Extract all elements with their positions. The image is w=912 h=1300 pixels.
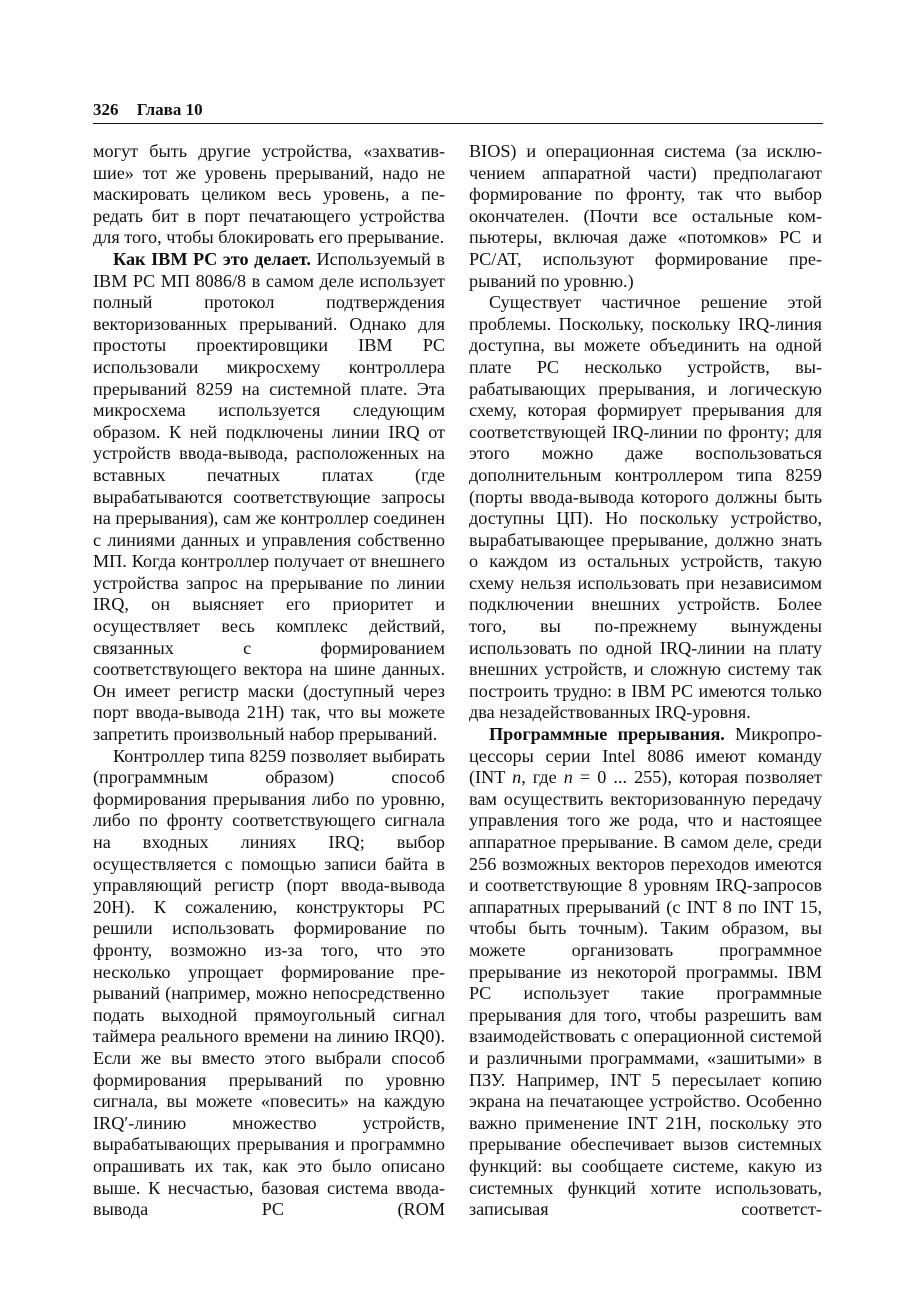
paragraph-body: Используемый в IBM PC МП 8086/8 в самом деле использует полный протокол подтверждения векторизованных прерываний. Однако для простоты проектировщики IBM PC использовали микросхему контроллера прерываний 8259 на системной плате. Эта микросхема используется следующим образом. К ней подключены линии IRQ от устройств ввода-вывода, расположенных на вставных печатных платах (где вырабатываются соответствующие запросы на прерывания), сам же контроллер соединен с линиями данных и управления собственно МП. Когда контроллер получает от внешнего устройства запрос на прерывание по линии IRQ, он выясняет его приоритет и осуществляет весь комплекс действий, связанных с формированием соответствующего вектора на шине данных. Он имеет регистр маски (доступный через порт ввода-вывода 21H) так, что вы можете запретить произвольный набор прерываний.	[93, 248, 445, 745]
page-number: 326	[93, 100, 119, 119]
right-column	[469, 141, 822, 1221]
left-column	[93, 141, 445, 1221]
paragraph-ibm-pc	[93, 249, 445, 746]
running-head	[93, 99, 823, 124]
text-run: , где	[521, 767, 564, 788]
text-run: = 0 ... 255), которая позволяет вам осуществить векторизованную передачу управления того же рода, что и настоящее аппаратное прерывание. В самом деле, среди 256 возможных векторов переходов имеются и соответствующие 8 уровням IRQ-запросов аппаратных прерываний (с INT 8 по INT 15, чтобы быть точным). Таким образом, вы можете организовать программное прерывание из некоторой программы. IBM PC использует такие программные прерывания для того, чтобы разрешить вам взаимодействовать с операционной системой и различными программами, «зашитыми» в ПЗУ. Например, INT 5 пересылает копию экрана на печатающее устройство. Особенно важно применение INT 21H, поскольку это прерывание обеспечивает вызов системных функций: вы сообщаете системе, какую из системных функций хотите использовать, записывая соответст-	[469, 767, 822, 1220]
text-run: Микропроцессоры серии Intel 8086 имеют команду (INT	[469, 724, 822, 788]
variable-n: n	[512, 767, 522, 788]
chapter-title: Глава 10	[136, 100, 203, 119]
variable-n: n	[563, 767, 573, 788]
run-in-heading-ibm-pc: Как IBM PC это делает.	[113, 248, 311, 269]
paragraph-software-interrupts	[469, 724, 822, 1221]
paragraph-controller-8259: Контроллер типа 8259 позволяет выбирать (программным образом) способ формирования прерывания либо по уровню, либо по фронту соответствующего сигнала на входных линиях IRQ; выбор осуществляется с помощью записи байта в управляющий регистр (порт ввода-вывода 20H). К сожалению, конструкторы PC решили использовать формирование по фронту, возможно из-за того, что это несколько упрощает формирование прерываний (например, можно непосредственно подать выходной прямоугольный сигнал таймера реального времени на линию IRQ0). Если же вы вместо этого выбрали способ формирования прерываний по уровню сигнала, вы можете «повесить» на каждую IRQ′-линию множество устройств, вырабатывающих прерывания и программно опрашивать их так, как это было описано выше. К несчастью, базовая система ввода-вывода PC (ROM	[93, 745, 445, 1220]
paragraph-continued-bios: BIOS) и операционная система (за исключением аппаратной части) предполагают формирование по фронту, так что выбор окончателен. (Почти все остальные компьютеры, включая даже «потомков» PC и PC/AT, используют формирование прерываний по уровню.)	[469, 141, 822, 291]
paragraph-partial-solution: Существует частичное решение этой проблемы. Поскольку, поскольку IRQ-линия доступна, вы можете объединить на одной плате PC несколько устройств, вырабатывающих прерывания, и логическую схему, которая формирует прерывания для соответствующей IRQ-линии по фронту; для этого можно даже воспользоваться дополнительным контроллером типа 8259 (порты ввода-вывода которого должны быть доступны ЦП). Но поскольку устройство, вырабатывающее прерывание, должно знать о каждом из остальных устройств, такую схему нельзя использовать при независимом подключении внешних устройств. Более того, вы по-прежнему вынуждены использовать по одной IRQ-линии на плату внешних устройств, и сложную систему так построить трудно: в IBM PC имеются только два незадействованных IRQ-уровня.	[469, 292, 822, 723]
paragraph-continued: могут быть другие устройства, «захватившие» тот же уровень прерываний, надо не маскировать целиком весь уровень, а передать бит в порт печатающего устройства для того, чтобы блокировать его прерывание.	[93, 141, 445, 248]
run-in-heading-software-interrupts: Программные прерывания.	[489, 724, 725, 745]
